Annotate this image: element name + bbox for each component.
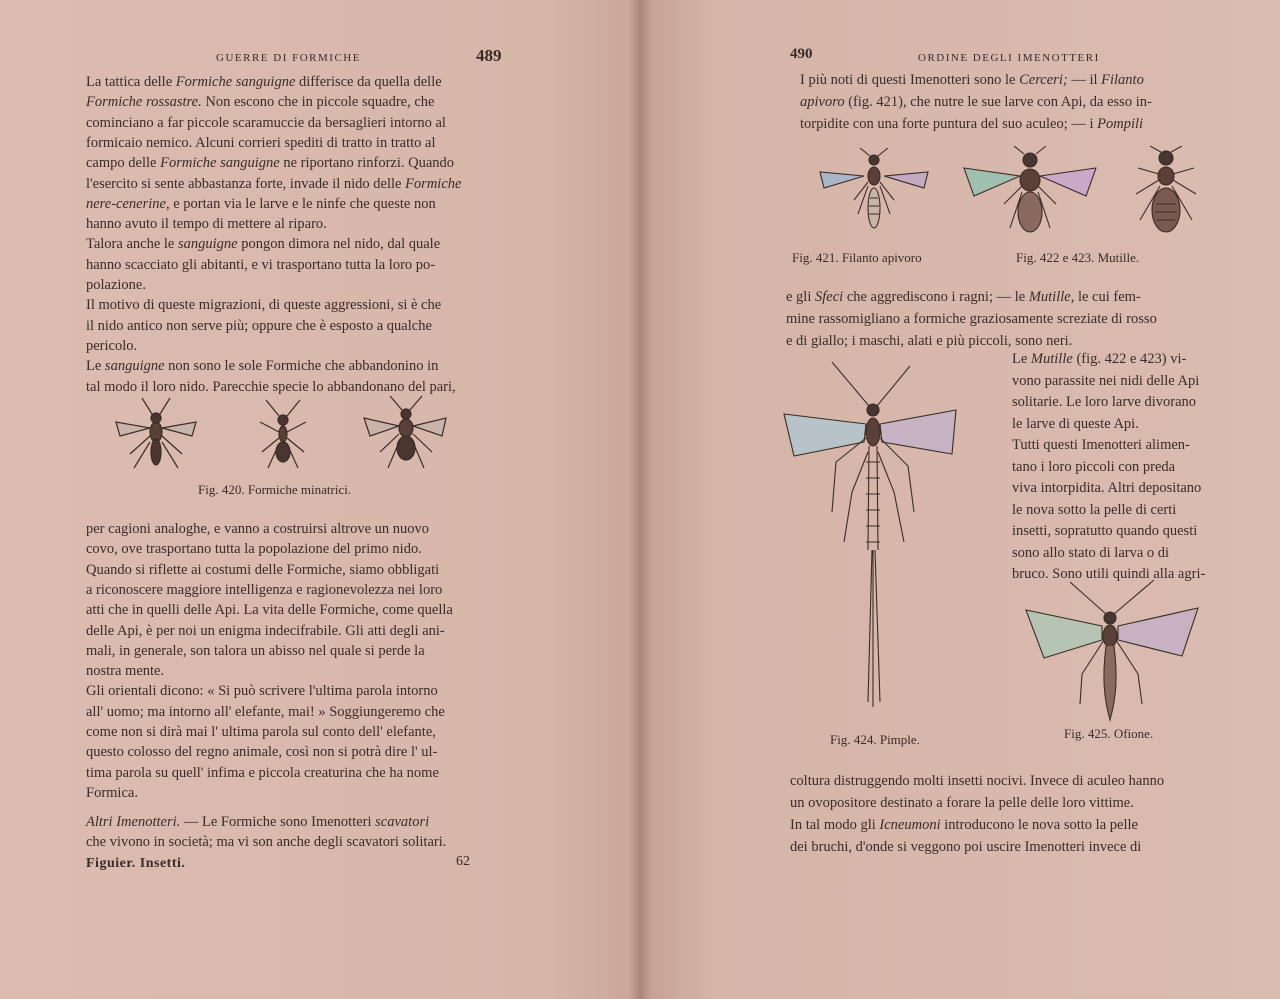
figure-caption-420: Fig. 420. Formiche minatrici.	[198, 482, 352, 497]
text-run: e portan via le larve e le ninfe che queste non	[169, 195, 436, 212]
text-run: pericolo.	[86, 337, 138, 354]
text-line	[786, 309, 1157, 329]
text-line	[1012, 478, 1201, 498]
text-line	[86, 316, 432, 336]
figure-caption-421: Fig. 421. Filanto apivoro	[792, 250, 922, 265]
text-run: nostra mente.	[86, 663, 165, 680]
text-line	[86, 812, 429, 832]
text-run: Gli orientali dicono: « Si può scrivere l'ultima parola intorno	[86, 683, 438, 700]
italic-run: apivoro	[800, 94, 845, 110]
italic-run: Mutille	[1030, 351, 1073, 367]
text-line	[790, 771, 1164, 791]
text-run: Non escono che in piccole squadre, che	[201, 94, 435, 111]
text-line	[86, 295, 441, 315]
text-line	[86, 702, 445, 722]
text-line	[86, 92, 434, 112]
right-page	[640, 0, 1280, 999]
figure-caption-424: Fig. 424. Pimple.	[830, 732, 920, 747]
text-run: introducono le nova sotto la pelle	[940, 817, 1138, 833]
footer-title: Figuier. Insetti.	[86, 856, 186, 871]
text-run: Talora anche le	[86, 236, 178, 253]
text-run: Le	[86, 358, 105, 375]
italic-run: Formiche	[405, 175, 462, 192]
italic-run: Cerceri;	[1019, 72, 1068, 88]
italic-run: scavatori	[375, 814, 430, 830]
text-line	[86, 519, 429, 539]
text-line	[86, 621, 445, 641]
italic-run: Sfeci	[815, 289, 844, 305]
text-run: — Le Formiche sono Imenotteri	[180, 814, 376, 830]
figure-caption-422-423: Fig. 422 e 423. Mutille.	[1016, 250, 1140, 265]
ants-illustration	[108, 392, 448, 476]
text-line	[1012, 564, 1205, 584]
text-line	[86, 336, 137, 356]
mutilla-winged-illustration	[960, 146, 1100, 242]
text-line	[86, 356, 438, 376]
text-run: covo, ove trasportano tutta la popolazione del primo nido.	[86, 541, 422, 558]
text-line	[1012, 521, 1197, 541]
text-line	[86, 539, 422, 559]
text-run: questo colosso del regno animale, così non si potrà dire l' ul-	[86, 744, 438, 761]
text-line	[800, 92, 1152, 112]
italic-run: Formiche sanguigne	[175, 74, 296, 90]
text-line	[86, 641, 425, 661]
text-run: I più noti di questi Imenotteri sono le	[800, 72, 1020, 88]
text-line	[790, 815, 1138, 835]
text-line	[86, 600, 453, 620]
text-run: torpidite con una forte puntura del suo aculeo; — i	[800, 116, 1098, 132]
running-head: GUERRE DI FORMICHE	[216, 52, 361, 64]
text-run: bruco. Sono utili quindi alla agri-	[1012, 566, 1206, 582]
text-line	[1012, 349, 1186, 369]
text-run: all' uomo; ma intorno all' elefante, mai! » Soggiungeremo che	[86, 703, 445, 720]
text-line	[86, 560, 439, 580]
italic-run: nere-cenerine,	[86, 195, 170, 212]
text-run: mine rassomigliano a formiche graziosamente screziate di rosso	[786, 311, 1157, 327]
text-run: Le	[1012, 351, 1031, 367]
text-run: mali, in generale, son talora un abisso nel quale si perde la	[86, 642, 425, 659]
italic-run: Altri Imenotteri.	[86, 814, 181, 830]
text-run: ne riportano rinforzi. Quando	[279, 155, 455, 172]
mutilla-wingless-illustration	[1126, 146, 1206, 242]
text-line	[86, 722, 436, 742]
text-run: dei bruchi, d'onde si veggono poi uscire Imenotteri invece di	[790, 839, 1142, 855]
text-run: (fig. 422 e 423) vi-	[1072, 351, 1187, 367]
text-line	[790, 837, 1141, 857]
text-line	[86, 214, 327, 234]
text-line	[86, 832, 446, 852]
page-number: 490	[790, 46, 813, 62]
text-run: solitarie. Le loro larve divorano	[1012, 394, 1197, 410]
text-run: In tal modo gli	[790, 817, 880, 833]
text-line	[86, 377, 456, 397]
italic-run: sanguigne	[104, 358, 165, 375]
text-run: le nova sotto la pelle di certi	[1012, 501, 1177, 518]
text-run: coltura distruggendo molti insetti nocivi. Invece di aculeo hanno	[790, 773, 1165, 789]
text-line	[86, 194, 436, 214]
text-line	[86, 113, 446, 133]
text-line	[86, 681, 438, 701]
text-run: hanno avuto il tempo di mettere al riparo.	[86, 216, 327, 233]
text-run: campo delle	[86, 155, 161, 172]
text-line	[86, 783, 138, 803]
pimpla-illustration	[780, 362, 960, 724]
text-run: (fig. 421), che nutre le sue larve con Api, da esso in-	[844, 94, 1152, 110]
page-number: 489	[476, 46, 502, 65]
italic-run: Filanto	[1101, 72, 1144, 88]
text-run: sono allo stato di larva o di	[1012, 544, 1170, 561]
text-line	[86, 255, 435, 275]
ant-worker	[260, 400, 306, 468]
text-run: Il motivo di queste migrazioni, di queste aggressioni, si è che	[86, 297, 442, 314]
text-run: formicaio nemico. Alcuni corrieri spediti di tratto in tratto al	[86, 134, 436, 151]
italic-run: Formiche sanguigne	[160, 155, 280, 172]
text-run: un ovopositore destinato a forare la pelle delle loro vittime.	[790, 795, 1134, 811]
text-line	[786, 331, 1072, 351]
italic-run: Icneumoni	[879, 817, 941, 833]
text-line	[1012, 371, 1199, 391]
ophion-illustration	[1022, 578, 1202, 724]
text-line	[86, 72, 442, 92]
running-head: ORDINE DEGLI IMENOTTERI	[918, 52, 1100, 64]
text-line	[1012, 543, 1169, 563]
text-line	[1012, 392, 1196, 412]
text-line	[790, 793, 1134, 813]
ant-winged-1	[116, 398, 196, 468]
text-run: che vivono in società; ma vi son anche degli scavatori solitari.	[86, 834, 447, 851]
text-line	[800, 114, 1143, 134]
text-line	[800, 70, 1144, 90]
book-gutter	[628, 0, 652, 999]
text-run: differisce da quella delle	[295, 74, 442, 90]
text-run: non sono le sole Formiche che abbandonino in	[164, 358, 439, 375]
text-run: — il	[1067, 72, 1102, 88]
text-run: l'esercito si sente abbastanza forte, invade il nido delle	[86, 175, 406, 192]
text-run: delle Api, è per noi un enigma indecifrabile. Gli atti degli ani-	[86, 622, 445, 639]
italic-run: sanguigne	[177, 236, 238, 253]
text-line	[86, 234, 440, 254]
text-run: e gli	[786, 289, 815, 305]
text-run: polazione.	[86, 277, 146, 293]
text-run: Tutti questi Imenotteri alimen-	[1012, 437, 1190, 453]
text-run: come non si dirà mai l' ultima parola sul conto dell' elefante,	[86, 724, 436, 740]
text-run: a riconoscere maggiore intelligenza e ragionevolezza nei loro	[86, 581, 443, 598]
text-run: atti che in quelli delle Api. La vita delle Formiche, come quella	[86, 602, 453, 619]
text-run: viva intorpidita. Altri depositano	[1012, 480, 1202, 496]
text-run: e di giallo; i maschi, alati e più piccoli, sono neri.	[786, 333, 1073, 349]
text-line	[86, 580, 442, 600]
text-run: cominciano a far piccole scaramuccie da bersaglieri intorno al	[86, 114, 446, 131]
text-line	[1012, 457, 1175, 477]
ant-winged-2	[364, 396, 446, 468]
text-run: tima parola su quell' infima e piccola creaturina che ha nome	[86, 764, 439, 781]
italic-run: Formiche rossastre.	[86, 94, 202, 111]
text-line	[1012, 500, 1176, 520]
text-run: Quando si riflette ai costumi delle Formiche, siamo obbligati	[86, 561, 440, 578]
text-run: che aggrediscono i ragni; — le	[843, 289, 1029, 305]
text-run: tano i loro piccoli con preda	[1012, 458, 1176, 475]
text-run: le cui fem-	[1074, 289, 1141, 305]
wasp-filanto-illustration	[812, 148, 942, 238]
text-line	[86, 174, 461, 194]
italic-run: Mutille,	[1028, 289, 1075, 305]
text-run: pongon dimora nel nido, dal quale	[237, 236, 441, 253]
figure-caption-425: Fig. 425. Ofione.	[1064, 726, 1154, 741]
text-line	[86, 275, 146, 295]
text-line	[86, 661, 164, 681]
text-line	[786, 287, 1141, 307]
text-run: La tattica delle	[86, 74, 176, 90]
text-line	[1012, 414, 1139, 434]
footer-signature: 62	[456, 854, 470, 869]
italic-run: Pompili	[1097, 116, 1144, 132]
text-run: insetti, sopratutto quando questi	[1012, 523, 1198, 539]
text-run: il nido antico non serve più; oppure che è esposto a qualche	[86, 317, 432, 334]
text-run: per cagioni analoghe, e vanno a costruirsi altrove un nuovo	[86, 521, 430, 537]
text-line	[86, 133, 436, 153]
text-line	[86, 742, 437, 762]
text-run: tal modo il loro nido. Parecchie specie lo abbandonano del pari,	[86, 378, 456, 395]
text-line	[1012, 435, 1190, 455]
text-run: Formica.	[86, 784, 138, 801]
text-run: le larve di queste Api.	[1012, 415, 1139, 432]
text-run: hanno scacciato gli abitanti, e vi trasportano tutta la loro po-	[86, 256, 436, 273]
text-line	[86, 153, 454, 173]
text-line	[86, 763, 439, 783]
text-run: vono parassite nei nidi delle Api	[1012, 372, 1200, 389]
